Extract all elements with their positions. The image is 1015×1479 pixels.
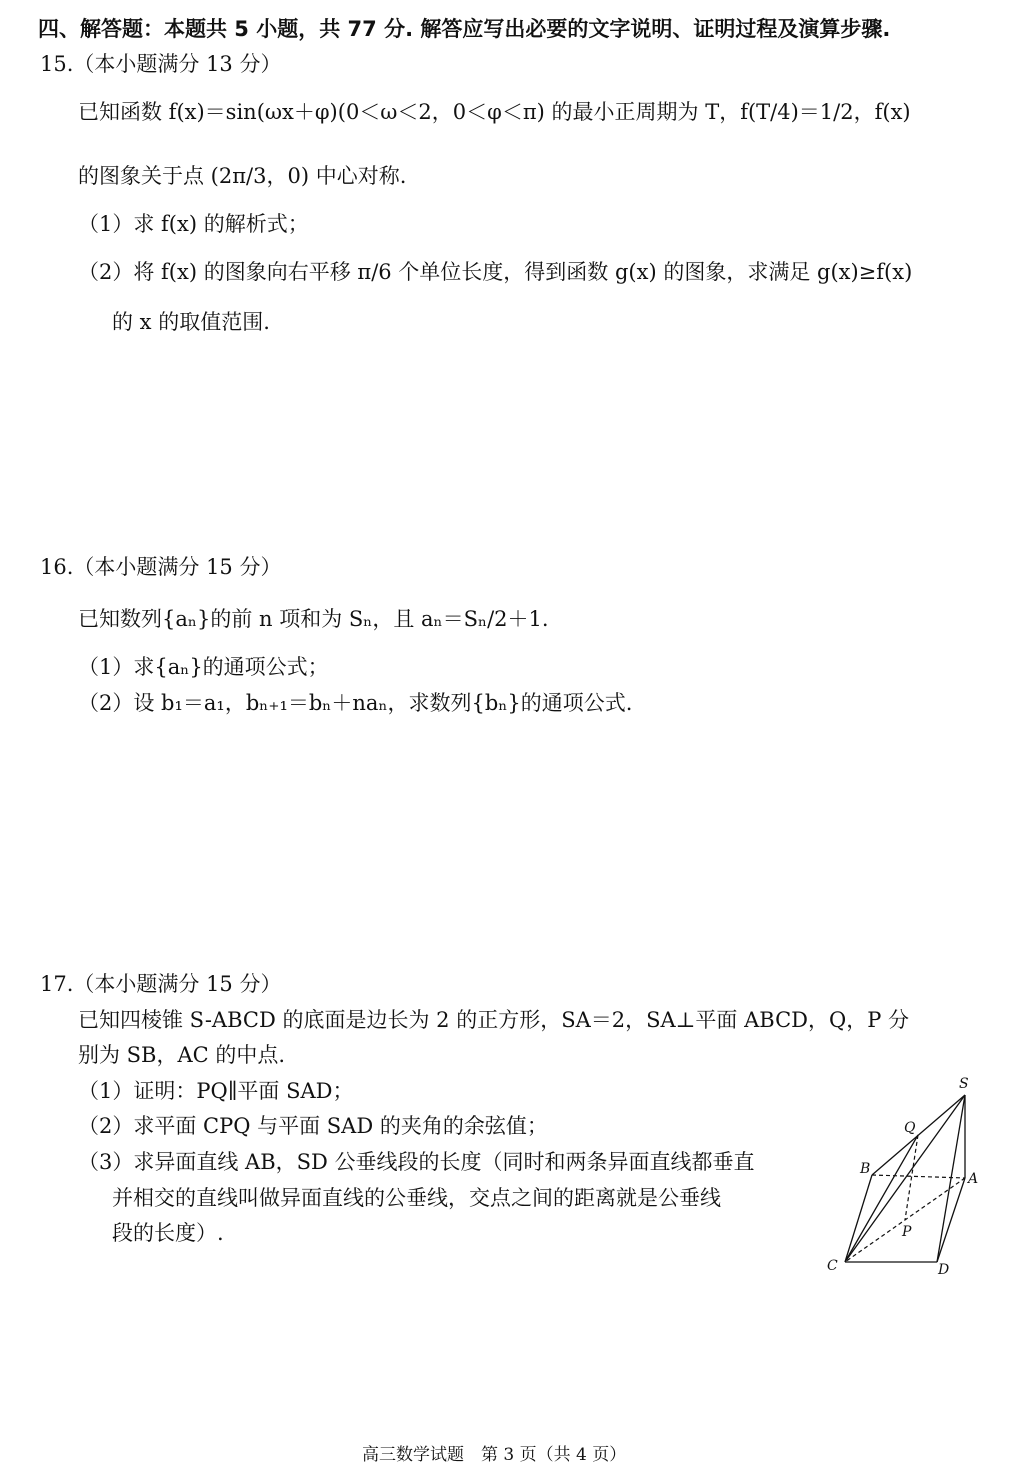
section-heading: 四、解答题：本题共 5 小题，共 77 分. 解答应写出必要的文字说明、证明过程及演算步骤. [38,17,891,41]
edge-AD [937,1178,965,1262]
label-D: D [938,1262,950,1278]
problem-17-header: 17.（本小题满分 15 分） [40,972,282,996]
problem-15-line-5: 的 x 的取值范围. [112,310,270,334]
pyramid-figure [820,1070,990,1280]
problem-16-line-3: （2）设 b₁＝a₁，bₙ₊₁＝bₙ＋naₙ，求数列{bₙ}的通项公式. [78,691,633,715]
problem-17-line-5: （3）求异面直线 AB，SD 公垂线段的长度（同时和两条异面直线都垂直 [78,1150,755,1174]
label-B: B [860,1161,871,1177]
problem-17-line-3: （1）证明：PQ∥平面 SAD； [78,1079,354,1103]
problem-16-line-1: 已知数列{aₙ}的前 n 项和为 Sₙ，且 aₙ＝Sₙ/2＋1. [78,607,549,631]
label-S: S [959,1076,969,1092]
label-P: P [902,1224,912,1240]
problem-15-line-3: （1）求 f(x) 的解析式； [78,212,309,236]
segment-QP-hidden [905,1135,918,1220]
edge-SB [872,1095,965,1175]
edge-BC [845,1175,872,1262]
problem-17-line-7: 段的长度）. [112,1221,224,1245]
edge-SD [937,1095,965,1262]
problem-17-line-1: 已知四棱锥 S-ABCD 的底面是边长为 2 的正方形，SA＝2，SA⊥平面 ABCD，Q，P 分 [78,1008,910,1032]
problem-17-line-2: 别为 SB，AC 的中点. [78,1043,286,1067]
problem-17-line-6: 并相交的直线叫做异面直线的公垂线，交点之间的距离就是公垂线 [112,1186,721,1210]
problem-15-header: 15.（本小题满分 13 分） [40,52,282,76]
problem-17-line-4: （2）求平面 CPQ 与平面 SAD 的夹角的余弦值； [78,1114,548,1138]
label-Q: Q [904,1120,916,1136]
label-C: C [827,1258,838,1274]
problem-16-line-2: （1）求{aₙ}的通项公式； [78,655,329,679]
page-footer: 高三数学试题 第 3 页（共 4 页） [362,1445,627,1465]
problem-16-header: 16.（本小题满分 15 分） [40,555,282,579]
problem-15-line-4: （2）将 f(x) 的图象向右平移 π/6 个单位长度，得到函数 g(x) 的图象，求满足 g(x)≥f(x) [78,260,913,284]
problem-15-line-2: 的图象关于点 (2π/3，0) 中心对称. [78,164,407,188]
label-A: A [968,1171,979,1187]
problem-15-line-1: 已知函数 f(x)＝sin(ωx＋φ)(0＜ω＜2，0＜φ＜π) 的最小正周期为 T，f(T/4)＝1/2，f(x) [78,100,911,124]
segment-CQ [845,1135,918,1262]
